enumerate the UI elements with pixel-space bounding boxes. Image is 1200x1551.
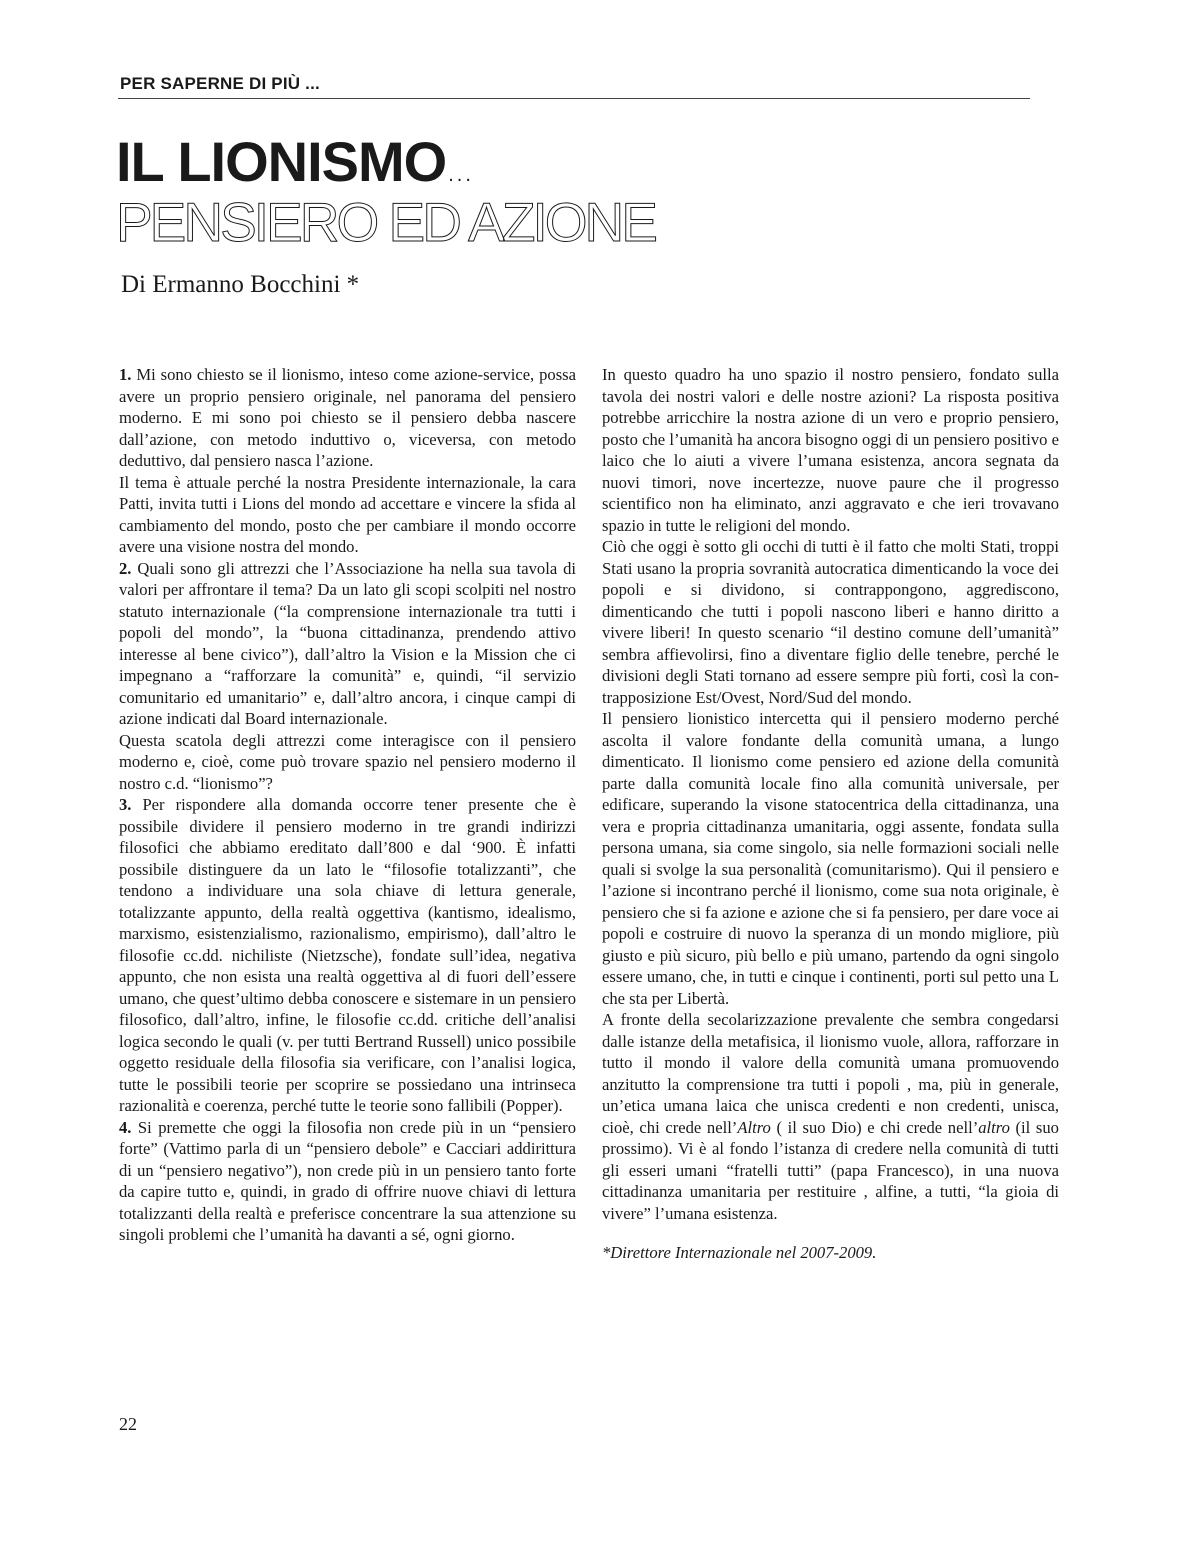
article-subtitle: PENSIERO ED AZIONE bbox=[116, 191, 655, 253]
paragraph: 3. Per rispondere alla domanda occorre tener presente che è possibile dividere il pensiero moderno in tre grandi indirizzi filosofici che abbiamo ereditato dall’800 e dal ‘900. È infatti possibile distinguere da un lato le “filosofie totalizzanti”, che tendono a individuare una sola chiave di lettura generale, totalizzante appunto, della realtà oggettiva (kantismo, idealismo, marxismo, esistenzialismo, razionalismo, empirismo), dall’altro le filosofie cc.dd. nichiliste (Nietzsche), fondate sull’idea, negativa appunto, che non esista una realtà oggettiva al di fuori dell’essere umano, che quest’ultimo debba conoscere e sistemare in un pensiero filosofico, dall’altro, infine, le filosofie cc.dd. critiche dell’analisi logica secondo le quali (v. per tutti Bertrand Russell) unico possibile oggetto residuale della filosofia sia verificare, con l’analisi logica, tutte le possibili teorie per scoprire se possiedano una intrinseca razionalità e coerenza, perché tutte le teorie sono fallibili (Popper). bbox=[119, 795, 576, 1115]
author-byline: Di Ermanno Bocchini * bbox=[121, 271, 360, 298]
paragraph: Il pensiero lionistico intercetta qui il pensiero moderno perché ascolta il valore fondante della comunità umana, a lungo dimenticato. Il lionismo come pensiero ed azione della comunità parte dalla comunità locale fino alla comunità universale, per edificare, superando la visone statocentrica della cittadinanza, una vera e propria cittadinanza umanitaria, oggi assente, fondata sulla persona umana, sia come singolo, sia nelle formazioni sociali nelle quali si svolge la sua personalità (comunitarismo). Qui il pensiero e l’azione si incontrano perché il lionismo, come sua nota originale, è pensiero che si fa azione e azione che si fa pensiero, per dare voce ai popoli e costruire di nuovo la speranza di un mondo migliore, più giusto e più sicuro, più bello e più umano, partendo da ogni singolo essere umano, che, in tutti e cinque i continenti, porti sul petto una L che sta per Libertà. bbox=[602, 709, 1059, 1008]
paragraph: 2. Quali sono gli attrezzi che l’Associazione ha nella sua tavola di valori per affrontare il tema? Da un lato gli scopi scolpiti nel nostro statuto internazionale (“la comprensione internazionale tra tutti i popoli del mondo”, la “buona cittadinanza, prendendo attivo interesse al bene civico”), dall’altro la Vision e la Mission che ci impegnano a “rafforzare la comunità” e, quindi, “il servizio comunitario ed umanitario” e, dall’altro ancora, i cinque campi di azione indicati dal Board internazionale. bbox=[119, 558, 576, 728]
italic-word: altro bbox=[978, 1117, 1010, 1137]
page-number: 22 bbox=[119, 1414, 137, 1434]
paragraph: 4. Si premette che oggi la filosofia non crede più in un “pensiero forte” (Vattimo parla di un “pensiero debole” e Cacciari addirittura di un “pensiero negativo”), non crede più in un pensiero tanto forte da capire tutto e, quindi, in grado di offrire nuove chiavi di lettura totalizzanti della realtà e preferisce concentrare la sua attenzione su singoli problemi che l’umanità ha davanti a sé, ogni giorno. bbox=[119, 1117, 576, 1244]
text-column-left bbox=[119, 364, 576, 1246]
section-number: 2. bbox=[119, 558, 132, 578]
section-number: 4. bbox=[119, 1117, 132, 1137]
header-rule bbox=[118, 98, 1030, 99]
article-title-main: IL LIONISMO bbox=[116, 130, 447, 193]
paragraph: 1. Mi sono chiesto se il lionismo, inteso come azione-service, possa avere un proprio pensiero originale, nel panorama del pensiero moderno. E mi sono poi chiesto se il pensiero debba nascere dall’azione, con metodo induttivo o, viceversa, con metodo deduttivo, dal pensiero nasca l’azione. bbox=[119, 365, 576, 470]
section-number: 3. bbox=[119, 795, 132, 814]
section-number: 1. bbox=[119, 365, 132, 384]
text-column-right bbox=[602, 364, 1059, 1264]
paragraph: Questa scatola degli attrezzi come interagisce con il pensiero moderno e, cioè, come può trovare spazio nel pensiero moderno il nostro c.d. “lionismo”? bbox=[119, 730, 576, 793]
paragraph: Ciò che oggi è sotto gli occhi di tutti è il fatto che molti Stati, troppi Stati usano la propria sovranità autocratica dimenticando la voce dei popoli e si dividono, si contrappongono, aggrediscono, dimenticando che tutti i popoli nascono liberi e hanno diritto a vivere liberi! In questo scenario “il destino comune dell’umanità” sembra affievolirsi, fino a diventare figlio delle tenebre, perché le divisioni degli Stati tornano ad essere sempre più forti, così la contrapposizione Est/Ovest, Nord/Sud del mondo. bbox=[602, 537, 1059, 707]
paragraph: In questo quadro ha uno spazio il nostro pensiero, fondato sulla tavola dei nostri valori e delle nostre azioni? La risposta positiva potrebbe arricchire la nostra azione di un vero e proprio pensiero, posto che l’umanità ha ancora bisogno oggi di un pensiero positivo e laico che lo aiuti a vivere l’umana esistenza, ancora segnata da nuovi timori, nove incertezze, nuove paure che il progresso scientifico non ha eliminato, anzi aggravato e che ieri trovavano spazio in tutte le religioni del mondo. bbox=[602, 365, 1059, 535]
title-ellipsis: ... bbox=[448, 164, 474, 186]
italic-word: Altro bbox=[737, 1117, 771, 1137]
paragraph: Il tema è attuale perché la nostra Presidente internazionale, la cara Patti, invita tutti i Lions del mondo ad accettare e vincere la sfida al cambiamento del mondo, posto che per cambiare il mondo occorre avere una visione nostra del mondo. bbox=[119, 472, 576, 556]
paragraph: A fronte della secolarizzazione prevalente che sembra congedarsi dalle istanze della metafisica, il lionismo vuole, allora, rafforzare in tutto il mondo il valore della comunità umana promuovendo anzitutto la comprensione tra tutti i popoli , ma, più in generale, un’etica umana laica che unisca credenti e non credenti, unisca, cioè, chi crede nell’Altro ( il suo Dio) e chi crede nell’altro (il suo prossimo). Vi è al fondo l’istanza di credere nella comunità di tutti gli esseri umani “fratelli tutti” (papa Francesco), in una nuova cittadinanza umanitaria per restituire , alfine, a tutti, “la gioia di vivere” l’umana esistenza. bbox=[602, 1010, 1059, 1223]
author-footnote: *Direttore Internazionale nel 2007-2009. bbox=[602, 1243, 877, 1262]
section-kicker: PER SAPERNE DI PIÙ ... bbox=[120, 74, 320, 93]
